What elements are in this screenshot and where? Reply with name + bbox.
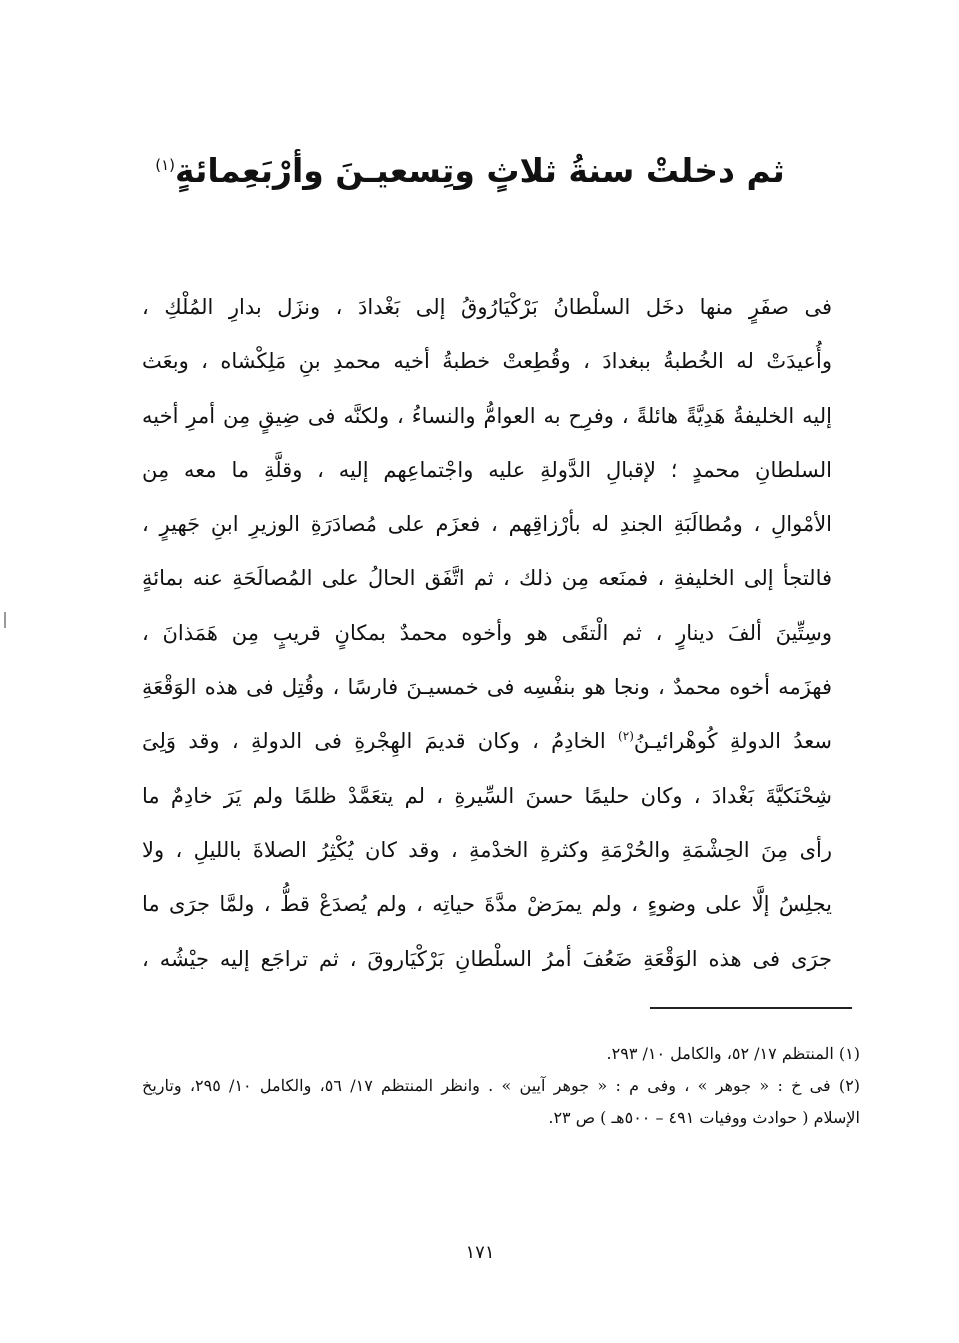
footnote-2-line-2: الإسلام ( حوادث ووفيات ٤٩١ – ٥٠٠هـ ) ص ٢٣. <box>548 1108 860 1127</box>
body-line-9-rest: الخادِمُ ، وكان قديمَ الهِجْرةِ فى الدولةِ ، وقد وَلِىَ <box>142 729 606 754</box>
footnote-separator <box>650 1007 852 1009</box>
body-line-9-start: سعدُ الدولةِ كُوهْرائيـنُ <box>633 729 832 754</box>
footnote-1: (١) المنتظم ١٧/ ٥٢، والكامل ١٠/ ٢٩٣. <box>606 1044 860 1063</box>
body-line-9 <box>142 714 832 768</box>
body-line-8: فهزَمه أخوه محمدٌ ، ونجا هو بنفْسِه فى خمسيـنَ فارسًا ، وقُتِل فى هذه الوَقْعَةِ <box>142 675 832 700</box>
chapter-title <box>120 130 820 200</box>
body-line-6: فالتجأ إلى الخليفةِ ، فمنَعه مِن ذلك ، ثم اتَّفَق الحالُ على المُصالَحَةِ عنه بمائةٍ <box>142 566 832 591</box>
body-line-10: شِحْنَكيَّةَ بَغْدادَ ، وكان حليمًا حسنَ السِّيرةِ ، لم يتعَمَّدْ ظلمًا ولم يَرَ خادِمٌ ما <box>142 783 832 808</box>
chapter-title-text: ثم دخلتْ سنةُ ثلاثٍ وتِسعيـنَ وأرْبَعِمائةٍ <box>175 151 785 190</box>
body-line-4: السلطانِ محمدٍ ؛ لإقبالِ الدَّولةِ عليه واجْتماعِهم إليه ، وقلَّةِ ما معه مِن <box>142 457 832 482</box>
margin-tick-mark <box>4 612 6 628</box>
footnote-marker-2: (٢) <box>618 729 634 744</box>
body-line-11: رأى مِنَ الحِشْمَةِ والحُرْمَةِ وكثرةِ الخدْمةِ ، وقد كان يُكْثِرُ الصلاةَ بالليلِ ، ولا <box>142 837 832 862</box>
body-line-5: الأمْوالِ ، ومُطالَبَةِ الجندِ له بأرْزاقِهم ، فعزَم على مُصادَرَةِ الوزيرِ ابنِ جَهيرٍ ، <box>142 512 832 537</box>
body-line-12: يجلِسُ إلَّا على وضوءٍ ، ولم يمرَضْ مدَّةَ حياتِه ، ولم يُصدَعْ قطُّ ، ولمَّا جرَى ما <box>142 892 832 917</box>
body-line-3: إليه الخليفةُ هَدِيَّةً هائلةً ، وفرِح به العوامُّ والنساءُ ، ولكنَّه فى ضِيقٍ مِن أمرِ أخيه <box>142 403 832 428</box>
body-line-7: وسِتِّينَ ألفَ دينارٍ ، ثم الْتقَى هو وأخوه محمدٌ بمكانٍ قريبٍ مِن هَمَذانَ ، <box>142 620 832 645</box>
footnote-marker-1: (١) <box>155 156 176 174</box>
footnotes <box>142 1038 860 1134</box>
body-line-1: فى صفَرٍ منها دخَل السلْطانُ بَرْكْيَارُوقُ إلى بَغْدادَ ، ونزَل بدارِ المُلْكِ ، <box>142 295 832 319</box>
body-line-13: جرَى فى هذه الوَقْعَةِ ضَعُفَ أمرُ السلْطانِ بَرْكْيَاروقَ ، ثم تراجَع إليه جيْشُه ، <box>142 946 832 971</box>
body-line-2: وأُعيدَتْ له الخُطبةُ ببغدادَ ، وقُطِعتْ خطبةُ أخيه محمدِ بنِ مَلِكْشاه ، وبعَث <box>142 349 832 374</box>
page-number: ١٧١ <box>465 1242 495 1263</box>
footnote-2-line-1: (٢) فى خ : « جوهر » ، وفى م : « جوهر آيين » . وانظر المنتظم ١٧/ ٥٦، والكامل ١٠/ ٢٩٥، وتاريخ <box>142 1076 860 1095</box>
body-text <box>142 280 832 986</box>
